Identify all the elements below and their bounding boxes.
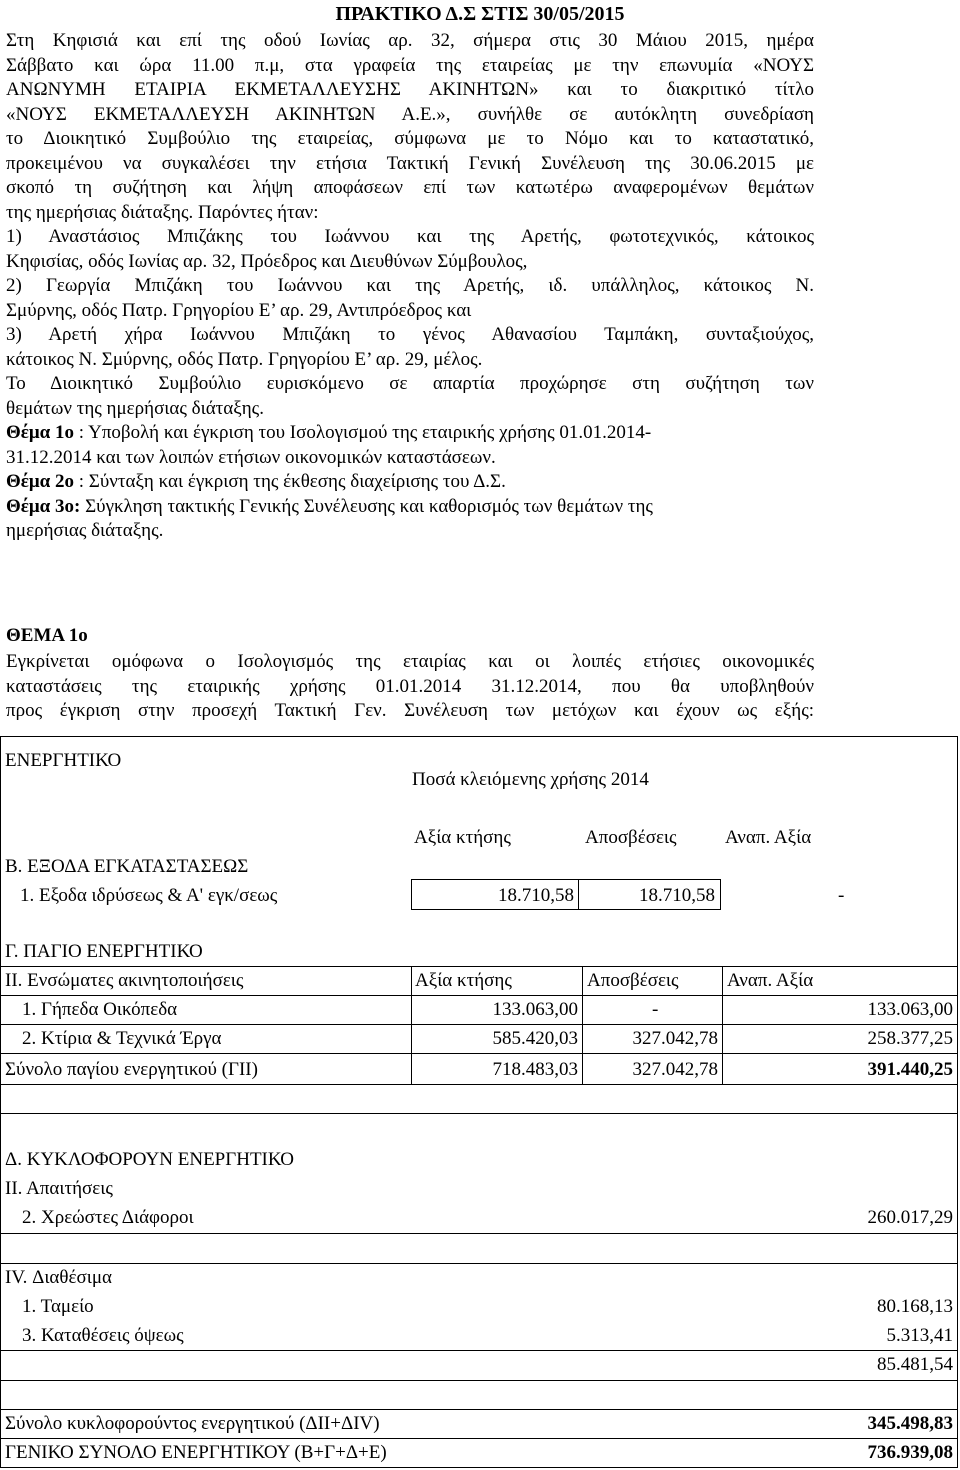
topic-3-label: Θέμα 3ο: [6, 495, 81, 517]
topic-3-cont: ημερήσιας διάταξης. [6, 520, 164, 541]
g-grid-vline [411, 966, 412, 1085]
row-b1-cost: 18.710,58 [498, 885, 574, 906]
row-grand-total-label: ΓΕΝΙΚΟ ΣΥΝΟΛΟ ΕΝΕΡΓΗΤΙΚΟΥ (Β+Γ+Δ+Ε) [5, 1442, 387, 1463]
g-grid-line [0, 1024, 958, 1025]
topic-2-label: Θέμα 2ο [6, 471, 75, 492]
col-net-header: Αναπ. Αξία [725, 827, 812, 848]
intro-line: 1) Αναστάσιος Μπιζάκης του Ιωάννου και της Αρετής, φωτοτεχνικός, κάτοικος [6, 226, 814, 247]
row-b-line [411, 879, 721, 880]
row-g1-label: 1. Γήπεδα Οικόπεδα [22, 999, 178, 1020]
topic-1-label: Θέμα 1ο [6, 422, 75, 443]
row-g2-dep: 327.042,78 [632, 1028, 718, 1049]
row-d4-3-net: 5.313,41 [886, 1325, 953, 1346]
section-d: Δ. ΚΥΚΛΟΦΟΡΟΥΝ ΕΝΕΡΓΗΤΙΚΟ [5, 1149, 295, 1170]
intro-paragraph [6, 29, 814, 544]
row-g2-label: 2. Κτίρια & Τεχνικά Έργα [22, 1028, 222, 1049]
row-d4-1-label: 1. Ταμείο [22, 1296, 94, 1317]
row-d4-total: 85.481,54 [877, 1354, 953, 1375]
topic-1-cont: 31.12.2014 και των λοιπών ετήσιων οικονομικών καταστάσεων. [6, 446, 496, 468]
row-gt-cost: 718.483,03 [492, 1059, 578, 1080]
d-grid-line [0, 1380, 958, 1381]
row-dt-label: Σύνολο κυκλοφορούντος ενεργητικού (ΔΙΙ+ΔΙV) [5, 1413, 380, 1434]
intro-line: Κηφισίας, οδός Ιωνίας αρ. 32, Πρόεδρος και Διευθύνων Σύμβουλος, [6, 250, 528, 272]
intro-line: κάτοικος Ν. Σμύρνης, οδός Πατρ. Γρηγορίου Ε’ αρ. 29, μέλος. [6, 348, 483, 370]
row-g2-cost: 585.420,03 [492, 1028, 578, 1049]
row-d2-1-label: 2. Χρεώστες Διάφοροι [22, 1207, 194, 1228]
intro-line: ΑΝΩΝΥΜΗ ΕΤΑΙΡΙΑ ΕΚΜΕΤΑΛΛΕΥΣΗΣ ΑΚΙΝΗΤΩΝ» και το διακριτικό τίτλο [6, 79, 814, 100]
section-g: Γ. ΠΑΓΙΟ ΕΝΕΡΓΗΤΙΚΟ [5, 941, 203, 962]
intro-line: 3) Αρετή χήρα Ιωάννου Μπιζάκη το γένος Αθανασίου Ταμπάκη, συνταξιούχος, [6, 324, 814, 345]
row-d4-1-net: 80.168,13 [877, 1296, 953, 1317]
topic-1-text: : Υποβολή και έγκριση του Ισολογισμού της εταιρικής χρήσης 01.01.2014- [74, 422, 652, 443]
row-grand-total-net: 736.939,08 [867, 1442, 953, 1463]
table-left-border [0, 736, 1, 1468]
topic-2-text: : Σύνταξη και έγκριση της έκθεσης διαχείρισης του Δ.Σ. [74, 471, 506, 492]
topic-3 [6, 495, 814, 520]
row-b1-label: 1. Εξοδα ιδρύσεως & Α' εγκ/σεως [20, 885, 278, 906]
topic-2 [6, 470, 814, 495]
intro-line: Σάββατο και ώρα 11.00 π.μ, στα γραφεία της εταιρείας με την επωνυμία «ΝΟΥΣ [6, 54, 814, 76]
intro-line: της ημερήσιας διάταξης. Παρόντες ήταν: [6, 201, 319, 223]
col-cost-header: Αξία κτήσης [414, 827, 511, 848]
g-col-dep-header: Αποσβέσεις [587, 970, 679, 991]
row-b-vline [578, 879, 579, 910]
g-col-cost-header: Αξία κτήσης [415, 970, 512, 991]
row-gt-dep: 327.042,78 [632, 1059, 718, 1080]
row-d2-label: ΙΙ. Απαιτήσεις [5, 1178, 113, 1199]
intro-line: θεμάτων της ημερήσιας διάταξης. [6, 397, 264, 419]
g-grid-vline [722, 966, 723, 1085]
g-grid-line [0, 995, 958, 996]
d-grid-line [0, 1233, 958, 1234]
row-gt-net: 391.440,25 [867, 1059, 953, 1080]
row-g2-header-label: ΙΙ. Ενσώματες ακινητοποιήσεις [5, 970, 244, 991]
table-right-border [957, 736, 958, 1468]
assets-heading: ΕΝΕΡΓΗΤΙΚΟ [5, 750, 122, 771]
d-grid-line [0, 1438, 958, 1439]
theme1-heading: ΘΕΜΑ 1ο [6, 625, 88, 646]
d-grid-line [0, 1113, 958, 1114]
intro-line: Σμύρνης, οδός Πατρ. Γρηγορίου Ε’ αρ. 29, Αντιπρόεδρος και [6, 299, 472, 321]
row-b-vline [720, 879, 721, 910]
theme1-line: καταστάσεις της εταιρικής χρήσης 01.01.2014 31.12.2014, που θα υποβληθούν [6, 675, 814, 697]
d-grid-line [0, 1350, 958, 1351]
row-b-line [411, 909, 721, 910]
g-grid-vline [582, 966, 583, 1085]
row-dt-net: 345.498,83 [867, 1413, 953, 1434]
row-b-vline [411, 879, 412, 910]
col-dep-header: Αποσβέσεις [585, 827, 677, 848]
row-g1-cost: 133.063,00 [492, 999, 578, 1020]
row-g1-dep: - [652, 999, 659, 1020]
d-grid-line [0, 1263, 958, 1264]
g-grid-line [0, 1084, 958, 1085]
section-b: Β. ΕΞΟΔΑ ΕΓΚΑΤΑΣΤΑΣΕΩΣ [5, 856, 249, 877]
intro-line: Στη Κηφισιά και επί της οδού Ιωνίας αρ. 32, σήμερα στις 30 Μάιου 2015, ημέρα [6, 30, 814, 51]
row-b1-dep: 18.710,58 [639, 885, 715, 906]
topic-1 [6, 421, 814, 446]
theme1-line: προς έγκριση στην προσεχή Τακτική Γεν. Συνέλευση των μετόχων και έχουν ως εξής: [6, 700, 814, 721]
g-col-net-header: Αναπ. Αξία [727, 970, 814, 991]
row-g1-net: 133.063,00 [867, 999, 953, 1020]
table-top-border [0, 736, 958, 737]
row-d4-label: ΙV. Διαθέσιμα [5, 1267, 112, 1288]
intro-line: το Διοικητικό Συμβούλιο της εταιρείας, σύμφωνα με το Νόμο και το καταστατικό, [6, 128, 814, 149]
row-d4-3-label: 3. Καταθέσεις όψεως [22, 1325, 184, 1346]
intro-line: προκειμένου να συγκαλέσει την ετήσια Τακτική Γενική Συνέλευση της 30.06.2015 με [6, 152, 814, 174]
period-heading: Ποσά κλειόμενης χρήσης 2014 [412, 769, 649, 790]
row-d2-1-net: 260.017,29 [867, 1207, 953, 1228]
row-b1-net: - [838, 885, 845, 906]
intro-line: σκοπό τη συζήτηση και λήψη αποφάσεων επί των κατωτέρω αναφερομένων θεμάτων [6, 177, 814, 198]
page-title: ΠΡΑΚΤΙΚΟ Δ.Σ ΣΤΙΣ 30/05/2015 [335, 3, 625, 25]
g-grid-line [0, 1053, 958, 1054]
table-bottom-border [0, 1467, 958, 1468]
g-grid-line [0, 966, 958, 967]
d-grid-line [0, 1409, 958, 1410]
theme1-paragraph [6, 650, 814, 724]
intro-line: Το Διοικητικό Συμβούλιο ευρισκόμενο σε απαρτία προχώρησε στη συζήτηση των [6, 373, 814, 394]
row-gt-label: Σύνολο παγίου ενεργητικού (ΓΙΙ) [5, 1059, 258, 1080]
row-g2-net: 258.377,25 [867, 1028, 953, 1049]
theme1-line: Εγκρίνεται ομόφωνα ο Ισολογισμός της εταιρίας και οι λοιπές ετήσιες οικονομικές [6, 651, 814, 672]
intro-line: 2) Γεωργία Μπιζάκη του Ιωάννου και της Αρετής, ιδ. υπάλληλος, κάτοικος Ν. [6, 275, 814, 296]
intro-line: «ΝΟΥΣ ΕΚΜΕΤΑΛΛΕΥΣΗ ΑΚΙΝΗΤΩΝ Α.Ε.», συνήλθε σε αυτόκλητη συνεδρίαση [6, 103, 814, 125]
topic-3-text: Σύγκληση τακτικής Γενικής Συνέλευσης και καθορισμός των θεμάτων της [80, 495, 653, 517]
